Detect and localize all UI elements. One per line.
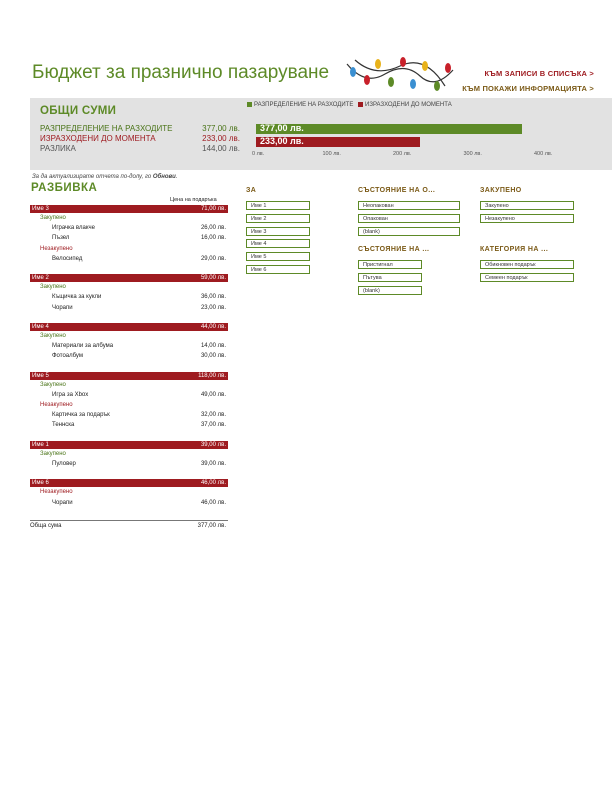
- table-row: [30, 292, 228, 302]
- item-name: Пъзел: [52, 235, 70, 242]
- table-row: [30, 410, 228, 420]
- table-row: [30, 459, 228, 469]
- slicer-item[interactable]: Опакован: [358, 214, 460, 223]
- status-row: [30, 400, 228, 410]
- breakdown-table: [30, 205, 228, 531]
- group-header-row: [30, 274, 228, 282]
- item-price: 14,00 лв.: [200, 343, 226, 350]
- group-total: 71,00 лв.: [200, 206, 226, 212]
- status-row: [30, 331, 228, 341]
- axis-tick-label: 200 лв.: [393, 151, 412, 157]
- note-text: .: [175, 174, 178, 180]
- axis-tick-label: 300 лв.: [463, 151, 482, 157]
- item-name: Теннска: [52, 422, 75, 429]
- group-spacer: [30, 264, 228, 274]
- group-total: 118,00 лв.: [198, 372, 226, 379]
- slicer-item[interactable]: Име 2: [246, 214, 310, 223]
- table-row: [30, 233, 228, 243]
- table-row: [30, 420, 228, 430]
- status-label: Незакупено: [40, 245, 73, 252]
- refresh-note: [32, 174, 178, 180]
- item-name: Игра за Xbox: [52, 391, 89, 398]
- totals-label: ИЗРАЗХОДЕНИ ДО МОМЕНТА: [40, 134, 156, 143]
- item-price: 49,00 лв.: [200, 391, 226, 398]
- item-price: 26,00 лв.: [200, 225, 226, 232]
- go-to-list-entries-link[interactable]: КЪМ ЗАПИСИ В СПИСЪКА >: [484, 69, 594, 78]
- totals-label: РАЗПРЕДЕЛЕНИЕ НА РАЗХОДИТЕ: [40, 124, 173, 133]
- status-label: Закупено: [40, 450, 66, 457]
- status-row: [30, 449, 228, 459]
- group-spacer: [30, 313, 228, 323]
- bar-data-label: 377,00 лв.: [260, 123, 304, 133]
- table-row: [30, 303, 228, 313]
- status-label: Незакупено: [40, 489, 73, 496]
- totals-value: 377,00 лв.: [202, 124, 240, 133]
- group-header-row: [30, 323, 228, 331]
- price-column-header: Цена на подаръка: [170, 197, 217, 203]
- group-spacer: [30, 361, 228, 371]
- slicer-header: КАТЕГОРИЯ НА ...: [480, 246, 549, 253]
- group-name: Име 1: [32, 441, 49, 448]
- item-price: 36,00 лв.: [200, 294, 226, 301]
- grand-total-row: [30, 520, 228, 531]
- table-row: [30, 390, 228, 400]
- chart-bar: [256, 137, 420, 147]
- table-row: [30, 498, 228, 508]
- item-price: 37,00 лв.: [200, 422, 226, 429]
- status-row: [30, 213, 228, 223]
- bar-data-label: 233,00 лв.: [260, 136, 304, 146]
- group-name: Име 5: [32, 372, 49, 379]
- group-total: 39,00 лв.: [200, 441, 226, 448]
- slicer-item[interactable]: (blank): [358, 286, 422, 295]
- totals-bar-chart: [30, 98, 612, 170]
- status-row: [30, 487, 228, 497]
- table-row: [30, 223, 228, 233]
- table-row: [30, 254, 228, 264]
- item-name: Картичка за подарък: [52, 412, 110, 419]
- slicer-item[interactable]: Пътува: [358, 273, 422, 282]
- totals-title: ОБЩИ СУМИ: [40, 105, 117, 117]
- slicer-header: СЪСТОЯНИЕ НА ...: [358, 246, 430, 253]
- axis-tick-label: 400 лв.: [534, 151, 553, 157]
- item-price: 16,00 лв.: [200, 235, 226, 242]
- note-text: го: [144, 174, 152, 180]
- slicer-item[interactable]: Име 6: [246, 265, 310, 274]
- group-total: 59,00 лв.: [200, 275, 226, 282]
- group-spacer: [30, 469, 228, 479]
- grand-total-label: Обща сума: [30, 522, 62, 529]
- status-row: [30, 244, 228, 254]
- status-label: Закупено: [40, 284, 66, 291]
- group-header-row: [30, 441, 228, 449]
- slicer-item[interactable]: Име 1: [246, 201, 310, 210]
- axis-tick-label: 100 лв.: [322, 151, 341, 157]
- legend-label: ИЗРАЗХОДЕНИ ДО МОМЕНТА: [365, 102, 452, 109]
- slicer-item[interactable]: Обикновен подарък: [480, 260, 574, 269]
- totals-label: РАЗЛИКА: [40, 144, 76, 153]
- item-price: 29,00 лв.: [200, 255, 226, 262]
- legend-label: РАЗПРЕДЕЛЕНИЕ НА РАЗХОДИТЕ: [254, 102, 354, 109]
- group-spacer: [30, 431, 228, 441]
- group-total: 44,00 лв.: [200, 323, 226, 330]
- item-price: 23,00 лв.: [200, 304, 226, 311]
- grand-total-value: 377,00 лв.: [197, 522, 226, 529]
- slicer-header: СЪСТОЯНИЕ НА О...: [358, 187, 436, 194]
- table-row: [30, 351, 228, 361]
- item-price: 32,00 лв.: [200, 412, 226, 419]
- item-name: Чорапи: [52, 304, 73, 311]
- totals-value: 144,00 лв.: [202, 144, 240, 153]
- item-name: Играчка влакче: [52, 225, 95, 232]
- slicer-item[interactable]: Име 5: [246, 252, 310, 261]
- slicer-item[interactable]: Пристигнал: [358, 260, 422, 269]
- slicer-item[interactable]: Име 3: [246, 227, 310, 236]
- go-to-show-info-link[interactable]: КЪМ ПОКАЖИ ИНФОРМАЦИЯТА >: [462, 84, 594, 93]
- status-label: Закупено: [40, 381, 66, 388]
- item-name: Чорапи: [52, 499, 73, 506]
- page-title: Бюджет за празнично пазаруване: [32, 62, 330, 83]
- item-name: Материали за албума: [52, 343, 114, 350]
- group-name: Име 3: [32, 206, 49, 212]
- status-label: Закупено: [40, 215, 66, 221]
- group-name: Име 2: [32, 275, 49, 282]
- slicer-item[interactable]: Име 4: [246, 239, 310, 248]
- chart-bar: [256, 124, 522, 134]
- status-row: [30, 282, 228, 292]
- item-name: Пуловер: [52, 460, 76, 467]
- item-name: Велосипед: [52, 255, 83, 262]
- item-name: Фотоалбум: [52, 353, 83, 360]
- slicer-header: ЗА: [246, 187, 257, 194]
- group-header-row: [30, 479, 228, 487]
- christmas-lights-icon: [345, 56, 455, 96]
- table-row: [30, 341, 228, 351]
- slicer-item[interactable]: (blank): [358, 227, 460, 236]
- item-price: 46,00 лв.: [200, 499, 226, 506]
- status-row: [30, 380, 228, 390]
- group-total: 46,00 лв.: [200, 480, 226, 487]
- refresh-keyword: Обнови: [152, 174, 176, 180]
- item-name: Къщичка за кукли: [52, 294, 102, 301]
- totals-panel: [30, 98, 612, 170]
- slicer-header: ЗАКУПЕНО: [480, 187, 522, 194]
- status-label: Незакупено: [40, 402, 73, 408]
- group-header-row: [30, 372, 228, 380]
- breakdown-title: РАЗБИВКА: [31, 182, 98, 194]
- item-price: 39,00 лв.: [200, 460, 226, 467]
- totals-value: 233,00 лв.: [202, 134, 240, 143]
- slicer-item[interactable]: Семеен подарък: [480, 273, 574, 282]
- group-header-row: [30, 205, 228, 213]
- slicer-item[interactable]: Незакупено: [480, 214, 574, 223]
- group-name: Име 4: [32, 323, 49, 330]
- group-name: Име 6: [32, 480, 49, 487]
- item-price: 30,00 лв.: [200, 353, 226, 360]
- axis-tick-label: 0 лв.: [252, 151, 265, 157]
- slicer-item[interactable]: Неопакован: [358, 201, 460, 210]
- note-text: За да актуализирате отчета по-долу,: [32, 174, 145, 180]
- status-label: Закупено: [40, 332, 66, 339]
- slicer-item[interactable]: Закупено: [480, 201, 574, 210]
- group-spacer: [30, 508, 228, 518]
